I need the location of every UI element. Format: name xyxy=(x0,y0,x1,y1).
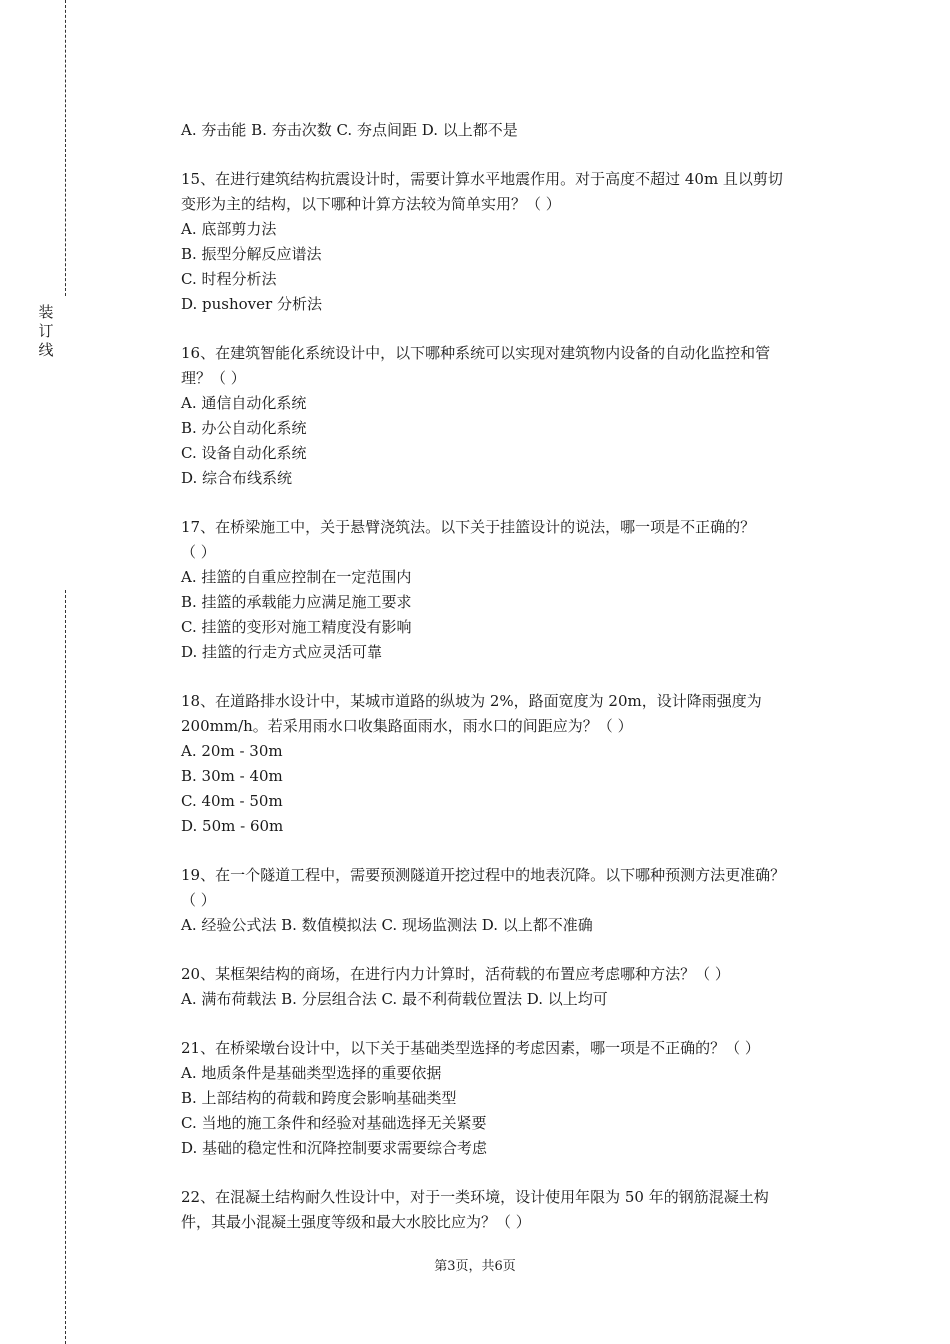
question-15 xyxy=(181,167,851,317)
question-title-line: 件，其最小混凝土强度等级和最大水胶比应为？（ ） xyxy=(181,1213,531,1231)
question-title-line: 17、在桥梁施工中，关于悬臂浇筑法。以下关于挂篮设计的说法，哪一项是不正确的？ xyxy=(181,518,756,536)
page-number: 第3页，共6页 xyxy=(434,1259,516,1274)
question-14-options xyxy=(181,118,851,143)
option-line: B. 30m - 40m xyxy=(181,767,283,785)
question-title-line: 变形为主的结构，以下哪种计算方法较为简单实用？（ ） xyxy=(181,195,561,213)
option-line: D. 综合布线系统 xyxy=(181,469,293,487)
question-19 xyxy=(181,863,851,938)
option-line: A. 夯击能 B. 夯击次数 C. 夯点间距 D. 以上都不是 xyxy=(181,121,518,139)
binding-char: 装 xyxy=(38,303,54,321)
option-line: C. 挂篮的变形对施工精度没有影响 xyxy=(181,618,412,636)
question-title-line: （ ） xyxy=(181,543,216,561)
question-title-line: 理？（ ） xyxy=(181,369,246,387)
binding-dashed-line-bottom xyxy=(65,590,66,1344)
option-line: B. 办公自动化系统 xyxy=(181,419,307,437)
question-title-line: 21、在桥梁墩台设计中，以下关于基础类型选择的考虑因素，哪一项是不正确的？（ ） xyxy=(181,1039,760,1057)
question-21 xyxy=(181,1036,851,1161)
question-title-line: 15、在进行建筑结构抗震设计时，需要计算水平地震作用。对于高度不超过 40m 且以剪切 xyxy=(181,170,783,188)
binding-char: 线 xyxy=(38,341,54,359)
binding-dashed-line-top xyxy=(65,0,66,296)
option-line: A. 满布荷载法 B. 分层组合法 C. 最不利荷载位置法 D. 以上均可 xyxy=(181,990,608,1008)
option-line: D. 基础的稳定性和沉降控制要求需要综合考虑 xyxy=(181,1139,488,1157)
question-title-line: （ ） xyxy=(181,891,216,909)
option-line: D. pushover 分析法 xyxy=(181,295,322,313)
option-line: B. 上部结构的荷载和跨度会影响基础类型 xyxy=(181,1089,457,1107)
option-line: A. 挂篮的自重应控制在一定范围内 xyxy=(181,568,412,586)
question-16 xyxy=(181,341,851,491)
option-line: C. 当地的施工条件和经验对基础选择无关紧要 xyxy=(181,1114,487,1132)
question-title-line: 20、某框架结构的商场，在进行内力计算时，活荷载的布置应考虑哪种方法？（ ） xyxy=(181,965,730,983)
question-18 xyxy=(181,689,851,839)
option-line: D. 挂篮的行走方式应灵活可靠 xyxy=(181,643,383,661)
question-title-line: 200mm/h。若采用雨水口收集路面雨水，雨水口的间距应为？（ ） xyxy=(181,717,633,735)
option-line: B. 挂篮的承载能力应满足施工要求 xyxy=(181,593,412,611)
option-line: A. 通信自动化系统 xyxy=(181,394,307,412)
question-list xyxy=(181,118,851,1259)
option-line: C. 40m - 50m xyxy=(181,792,283,810)
option-line: D. 50m - 60m xyxy=(181,817,284,835)
binding-char: 订 xyxy=(38,322,54,340)
binding-label xyxy=(36,303,56,360)
question-title-line: 16、在建筑智能化系统设计中，以下哪种系统可以实现对建筑物内设备的自动化监控和管 xyxy=(181,344,771,362)
question-22 xyxy=(181,1185,851,1235)
option-line: A. 经验公式法 B. 数值模拟法 C. 现场监测法 D. 以上都不准确 xyxy=(181,916,593,934)
question-title-line: 22、在混凝土结构耐久性设计中，对于一类环境，设计使用年限为 50 年的钢筋混凝土构 xyxy=(181,1188,769,1206)
option-line: A. 地质条件是基础类型选择的重要依据 xyxy=(181,1064,442,1082)
option-line: A. 20m - 30m xyxy=(181,742,283,760)
question-title-line: 19、在一个隧道工程中，需要预测隧道开挖过程中的地表沉降。以下哪种预测方法更准确？ xyxy=(181,866,786,884)
question-17 xyxy=(181,515,851,665)
option-line: B. 振型分解反应谱法 xyxy=(181,245,322,263)
question-20 xyxy=(181,962,851,1012)
option-line: C. 设备自动化系统 xyxy=(181,444,307,462)
option-line: A. 底部剪力法 xyxy=(181,220,277,238)
option-line: C. 时程分析法 xyxy=(181,270,277,288)
question-title-line: 18、在道路排水设计中，某城市道路的纵坡为 2%，路面宽度为 20m，设计降雨强度为 xyxy=(181,692,762,710)
